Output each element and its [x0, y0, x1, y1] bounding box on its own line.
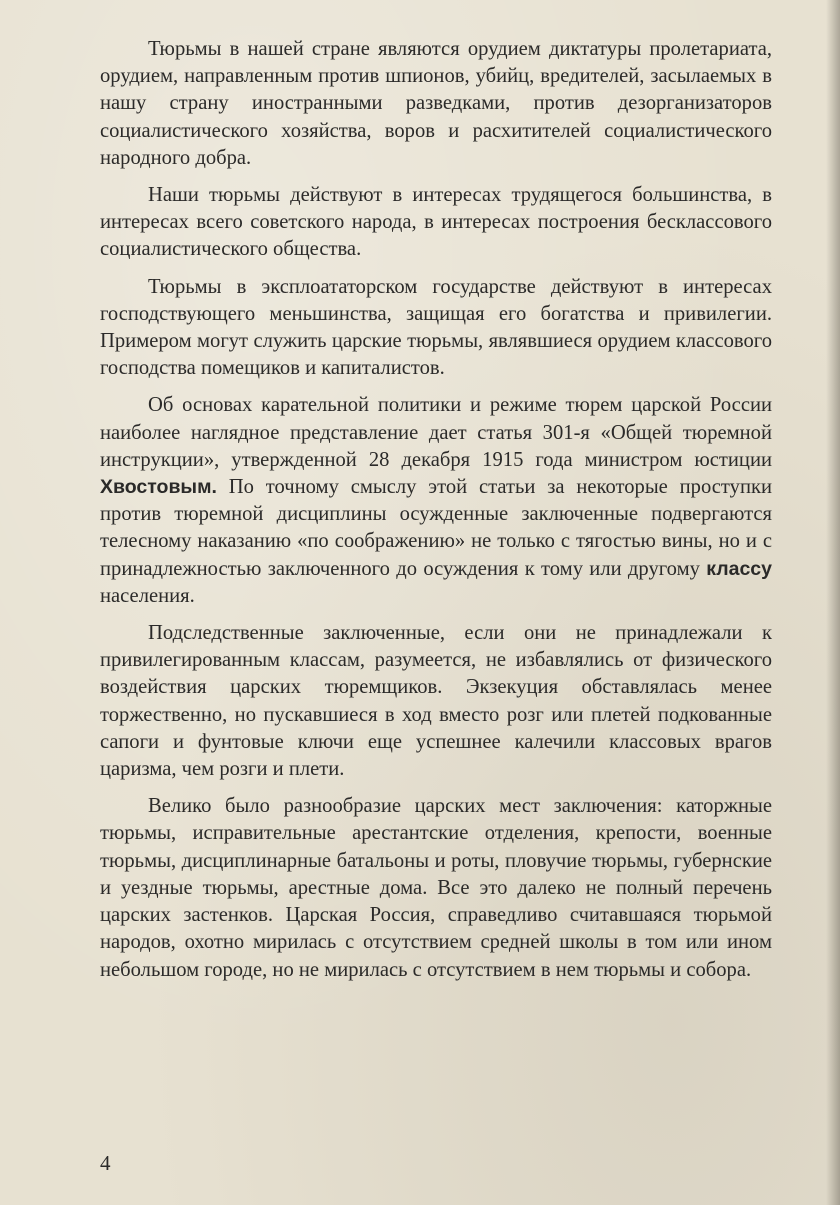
page-edge-shadow — [826, 0, 840, 1205]
body-text — [100, 36, 772, 994]
page-number: 4 — [100, 1151, 111, 1175]
paragraph-2-text: Наши тюрьмы действуют в интересах трудящегося большинства, в интересах всего советского народа, в интересах построения бесклассового социалистического общества. — [100, 184, 772, 261]
paragraph-4-text-a: Об основах карательной политики и режиме тюрем царской России наиболее наглядное представление дает статья 301-я «Общей тюремной инструкции», утвержденной 28 декабря 1915 года министром юстиции — [100, 394, 772, 471]
paragraph-2 — [100, 182, 772, 264]
paragraph-4-bold-class: классу — [706, 557, 772, 580]
paragraph-4-bold-name: Хвостовым. — [100, 476, 217, 499]
paragraph-4 — [100, 392, 772, 610]
paragraph-4-text-b: По точному смыслу этой статьи за некоторые проступки против тюремной дисциплины осужденные заключенные подвергаются телесному наказанию «по соображению» не только с тягостью вины, но и с принадлежностью заключенного до осуждения к тому или другому — [100, 476, 772, 580]
paragraph-3-text: Тюрьмы в эксплоататорском государстве действуют в интересах господствующего меньшинства, защищая его богатства и привилегии. Примером могут служить царские тюрьмы, являвшиеся орудием классового господства помещиков и капиталистов. — [100, 275, 772, 380]
paragraph-5-text: Подследственные заключенные, если они не принадлежали к привилегированным классам, разумеется, не избавлялись от физического воздействия царских тюремщиков. Экзекуция обставлялась менее торжественно, но пускавшиеся в ход вместо розг или плетей подкованные сапоги и фунтовые ключи еще успешнее калечили классовых врагов царизма, чем розги и плети. — [100, 622, 772, 781]
paragraph-1-text: Тюрьмы в нашей стране являются орудием диктатуры пролетариата, орудием, направленным против шпионов, убийц, вредителей, засылаемых в нашу страну иностранными разведками, против дезорганизаторов социалистического хозяйства, воров и расхитителей социалистического народного добра. — [100, 38, 772, 169]
paragraph-6 — [100, 793, 772, 983]
paragraph-3 — [100, 274, 772, 383]
paragraph-1 — [100, 36, 772, 172]
paragraph-5 — [100, 620, 772, 783]
paragraph-4-text-c: населения. — [100, 584, 195, 607]
paragraph-6-text: Велико было разнообразие царских мест заключения: каторжные тюрьмы, исправительные арестантские отделения, крепости, военные тюрьмы, дисциплинарные батальоны и роты, пловучие тюрьмы, губернские и уездные тюрьмы, арестные дома. Все это далеко не полный перечень царских застенков. Царская Россия, справедливо считавшаяся тюрьмой народов, охотно мирилась с отсутствием средней школы в том или ином небольшом городе, но не мирилась с отсутствием в нем тюрьмы и собора. — [100, 795, 772, 981]
